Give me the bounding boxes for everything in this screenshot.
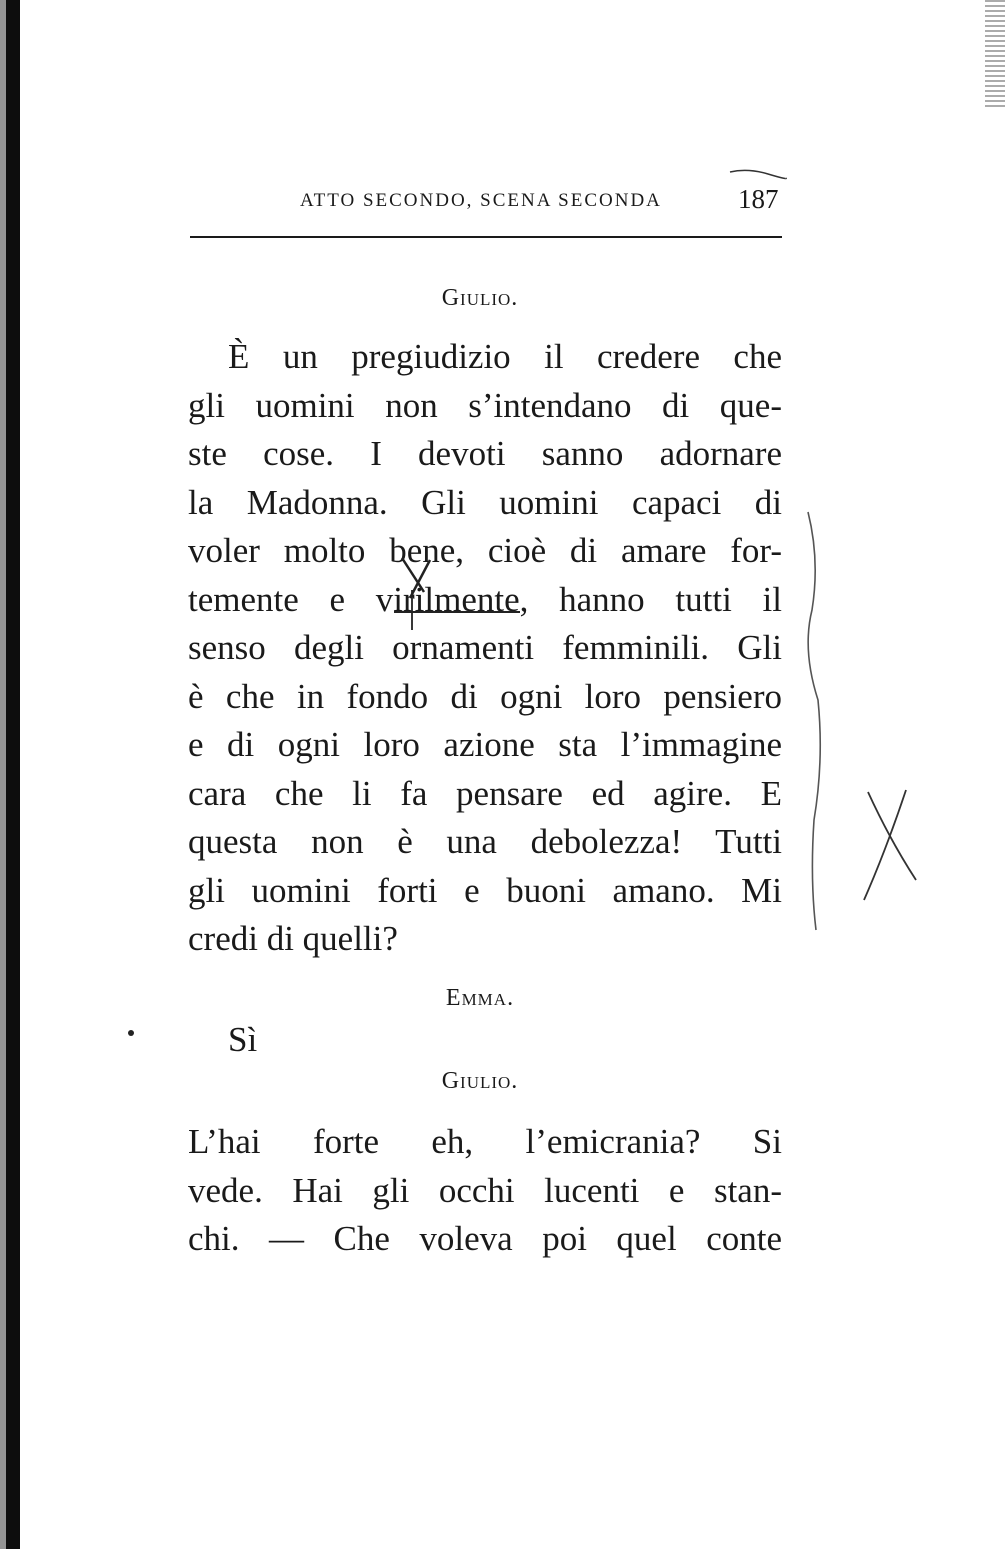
speaker-label: Giulio.: [441, 1068, 519, 1094]
text-line: credi di quelli?: [188, 919, 398, 958]
text-line: L’hai forte eh, l’emicrania? Si: [188, 1122, 782, 1161]
text-line: temente e virilmente, hanno tutti il: [188, 579, 782, 619]
text-line: voler molto bene, cioè di amare for-: [188, 531, 782, 570]
text-line: e di ogni loro azione sta l’immagine: [188, 725, 782, 764]
text-line: vede. Hai gli occhi lucenti e stan-: [188, 1170, 782, 1210]
page-number: 187: [738, 184, 779, 214]
reply-text: Sì: [228, 1020, 258, 1059]
text-line: la Madonna. Gli uomini capaci di: [188, 482, 782, 522]
text-line: senso degli ornamenti femminili. Gli: [188, 628, 782, 667]
speaker-label: Emma.: [445, 985, 515, 1011]
speech-paragraph: [188, 333, 782, 964]
running-head: ATTO SECONDO, SCENA SECONDA: [300, 190, 662, 211]
text-line: ste cose. I devoti sanno adornare: [188, 434, 782, 473]
speaker-label: Giulio.: [441, 285, 519, 311]
text-line: È un pregiudizio il credere che: [228, 337, 782, 376]
pencil-stroke-mark: [728, 168, 788, 180]
stray-ink-dot: [128, 1030, 134, 1036]
handwritten-correction: [372, 550, 542, 640]
margin-annotation: [790, 500, 930, 940]
text-line: cara che li fa pensare ed agire. E: [188, 773, 782, 813]
text-line: gli uomini non s’intendano di que-: [188, 385, 782, 425]
text-line: è che in fondo di ogni loro pensiero: [188, 676, 782, 716]
text-line: questa non è una debolezza! Tutti: [188, 822, 782, 861]
binding-edge: [6, 0, 20, 1549]
text-line: chi. — Che voleva poi quel conte: [188, 1219, 782, 1258]
speech-paragraph: [188, 1118, 782, 1264]
page-edge-speckle: [985, 0, 1005, 110]
text-line: gli uomini forti e buoni amano. Mi: [188, 870, 782, 910]
header-rule: [190, 236, 782, 238]
